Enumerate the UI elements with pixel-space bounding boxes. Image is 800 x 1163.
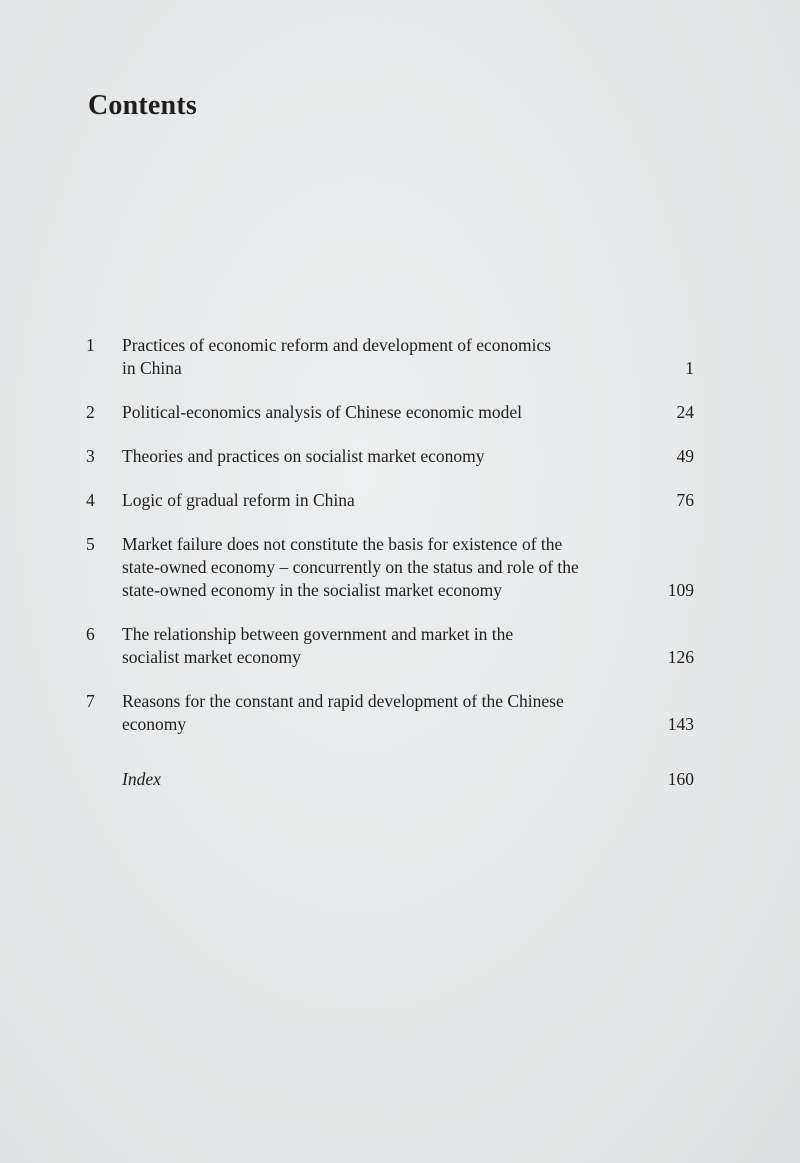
chapter-number: 3 (86, 446, 95, 466)
page-number: 49 (676, 446, 694, 466)
toc-entry-6[interactable] (86, 623, 694, 669)
chapter-title: Practices of economic reform and development of economics in China (122, 335, 552, 378)
chapter-title: Market failure does not constitute the basis for existence of the state-owned economy – concurrently on the status and role of the state-owned economy in the socialist market economy (122, 534, 579, 600)
page-number: 24 (676, 402, 694, 422)
chapter-number: 6 (86, 624, 95, 644)
toc-entry-7[interactable] (86, 690, 694, 736)
chapter-number: 4 (86, 490, 95, 510)
page-number: 143 (667, 714, 694, 734)
chapter-title: Theories and practices on socialist market economy (122, 446, 485, 466)
toc-entry-3[interactable] (86, 445, 694, 468)
toc-entry-5[interactable] (86, 533, 694, 602)
index-title: Index (122, 769, 161, 789)
page-number: 76 (676, 490, 694, 510)
page-title: Contents (88, 90, 197, 121)
page-number: 126 (667, 647, 694, 667)
chapter-number: 2 (86, 402, 95, 422)
chapter-number: 1 (86, 335, 95, 355)
toc-entry-1[interactable] (86, 334, 694, 380)
table-of-contents (86, 334, 694, 791)
page-number: 109 (667, 580, 694, 600)
toc-entry-2[interactable] (86, 401, 694, 424)
chapter-title: Logic of gradual reform in China (122, 490, 355, 510)
page-number: 160 (667, 769, 694, 789)
chapter-number: 7 (86, 691, 95, 711)
page-number: 1 (685, 358, 694, 378)
chapter-title: Political-economics analysis of Chinese economic model (122, 402, 522, 422)
toc-entry-4[interactable] (86, 489, 694, 512)
chapter-title: The relationship between government and market in the socialist market economy (122, 624, 514, 667)
chapter-title: Reasons for the constant and rapid development of the Chinese economy (122, 691, 564, 734)
chapter-number: 5 (86, 534, 95, 554)
toc-entry-index[interactable] (86, 768, 694, 791)
